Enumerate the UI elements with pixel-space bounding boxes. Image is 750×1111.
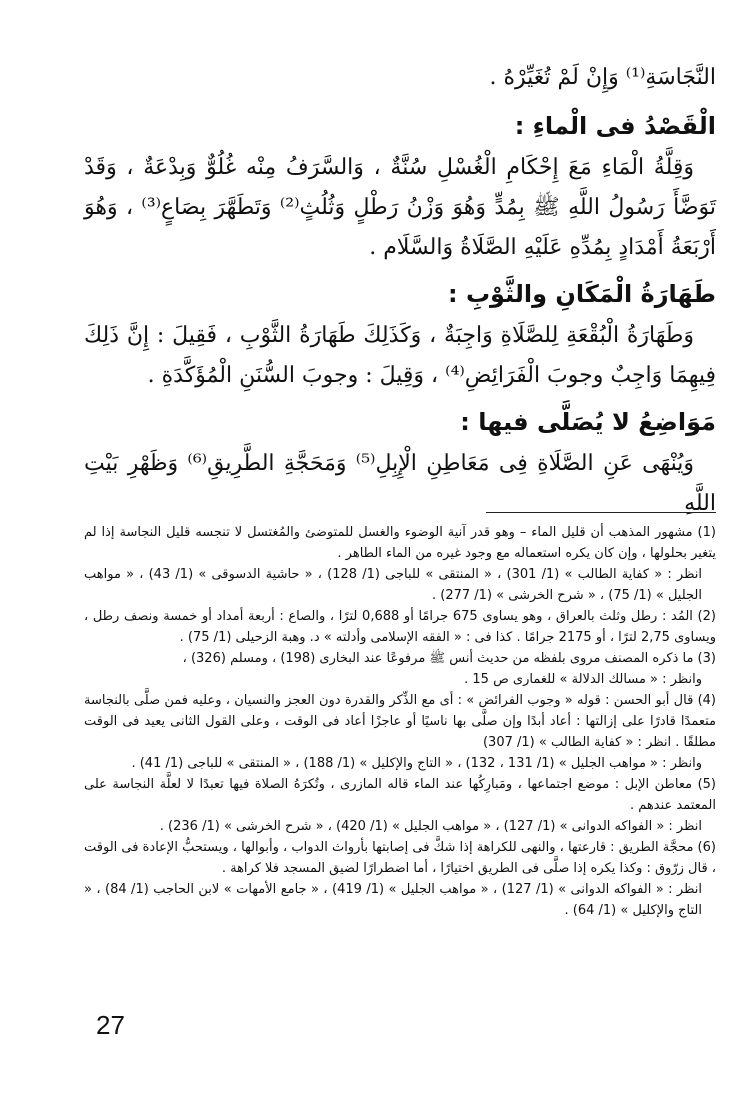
paragraph-prayer-places: وَيُنْهَى عَنِ الصَّلَاةِ فِى مَعَاطِنِ الْإِبِلِ⁽⁵⁾ وَمَحَجَّةِ الطَّرِيقِ⁽⁶⁾ وَظَهْرِ بَيْتِ اللَّهِ: [84, 451, 716, 516]
footnote-5: (5) معاطن الإبل : موضع اجتماعها ، ومَبارِكُها عند الماء قاله المازرى ، وتُكرَهُ الصلاة فيها تعبدًا لا لعلَّة النجاسة على المعتمد عندهم .: [84, 777, 716, 813]
section-heading-water: الْقَصْدُ فى الْماءِ :: [514, 112, 716, 140]
footnote-divider: [486, 512, 716, 513]
footnote-6: (6) محجَّة الطريق : قارعتها ، والنهى للكراهة إذا شكَّ فى إصابتها بأرواث الدواب ، وأبوالها ، ويستحبُّ الإعادة فى الوقت ، قال زرّوق : وكذا يكره إذا صلَّى فى الطريق اختيارًا ، أما اضطرارًا لضيق المسجد فلا كراهة .: [84, 840, 716, 876]
footnote-1-reference: انظر : « كفاية الطالب » (1/ 301) ، « المنتقى » للباجى (1/ 128) ، « حاشية الدسوقى » (1/ 43) ، « مواهب الجليل » (1/ 75) ، « شرح الخرشى » (1/ 277) .: [84, 567, 702, 603]
paragraph-water: وَقِلَّةُ الْمَاءِ مَعَ إِحْكَامِ الْغُسْلِ سُنَّةٌ ، وَالسَّرَفُ مِنْه غُلُوٌّ وَبِدْعَةٌ ، وَقَدْ تَوَضَّأَ رَسُولُ اللَّهِ ﷺ بِمُدٍّ وَهُوَ وَزْنُ رَطْلٍ وَثُلُثٍ⁽²⁾ وَتَطَهَّرَ بِصَاعٍ⁽³⁾ ، وَهُوَ أَرْبَعَةُ أَمْدَادٍ بِمُدِّهِ عَلَيْهِ الصَّلَاةُ وَالسَّلَام .: [84, 155, 716, 260]
paragraph-place-garment: وَطَهَارَةُ الْبُقْعَةِ لِلصَّلَاةِ وَاجِبَةٌ ، وَكَذَلِكَ طَهَارَةُ الثَّوْبِ ، فَقِيلَ : إِنَّ ذَلِكَ فِيهِمَا وَاجِبٌ وجوبَ الْفَرَائِضِ⁽⁴⁾ ، وَقِيلَ : وجوبَ السُّنَنِ الْمُؤَكَّدَةِ .: [84, 323, 716, 388]
footnote-5-reference: انظر : « الفواكه الدوانى » (1/ 127) ، « مواهب الجليل » (1/ 420) ، « شرح الخرشى » (1/ 236) .: [159, 819, 702, 834]
footnote-1: (1) مشهور المذهب أن قليل الماء – وهو قدر آنية الوضوء والغسل للمتوضئ والمُغتسل لا تنجسه قليل النجاسة إذا لم يتغير بحلولها ، وإن كان يكره استعماله مع وجود غيره من الماء الطاهر .: [84, 525, 716, 561]
footnote-3-reference: وانظر : « مسالك الدلالة » للغمارى ص 15 .: [464, 672, 702, 687]
section-heading-prayer-places: مَوَاضِعُ لا يُصَلَّى فيها :: [460, 408, 716, 436]
footnote-2: (2) المُد : رطل وثلث بالعراق ، وهو يساوى 675 جرامًا أو 0,688 لترًا ، والصاع : أربعة أمداد أو خمسة ونصف رطل ، ويساوى 2,75 لترًا ، أو 2175 جرامًا . كذا فى : « الفقه الإسلامى وأدلته » د. وهبة الزحيلى (1/ 75) .: [84, 609, 716, 645]
page-number: 27: [96, 1010, 125, 1040]
footnotes: [84, 522, 716, 921]
footnote-3: (3) ما ذكره المصنف مروى بلفظه من حديث أنس ﷺ مرفوعًا عند البخارى (198) ، ومسلم (326) ،: [182, 651, 716, 666]
footnote-4: (4) قال أبو الحسن : قوله « وجوب الفرائض » : أى مع الذِّكر والقدرة دون العجز والنسيان ، وعليه فمن صلَّى بالنجاسة متعمدًا قادرًا على إزالتها : أعاد أبدًا وإن صلَّى بها ناسيًا أو عاجزًا أعاد فى الوقت ، وعلى القول الثانى يعيد فى الوقت مطلقًا . انظر : « كفاية الطالب » (1/ 307): [84, 693, 716, 750]
footnote-6-reference: انظر : « الفواكه الدوانى » (1/ 127) ، « مواهب الجليل » (1/ 419) ، « جامع الأمهات » لابن الحاجب (1/ 84) ، « التاج والإكليل » (1/ 64) .: [84, 882, 702, 918]
section-heading-place-garment: طَهَارَةُ الْمَكَانِ والثَّوْبِ :: [447, 280, 716, 308]
main-body: [84, 58, 716, 524]
footnote-4-reference: وانظر : « مواهب الجليل » (1/ 131 ، 132) ، « التاج والإكليل » (1/ 188) ، « المنتقى » للباجى (1/ 41) .: [131, 756, 702, 771]
main-text: [84, 58, 716, 524]
opening-line: النَّجَاسَةِ⁽¹⁾ وَإِنْ لَمْ تُغَيِّرْهُ .: [489, 65, 716, 90]
